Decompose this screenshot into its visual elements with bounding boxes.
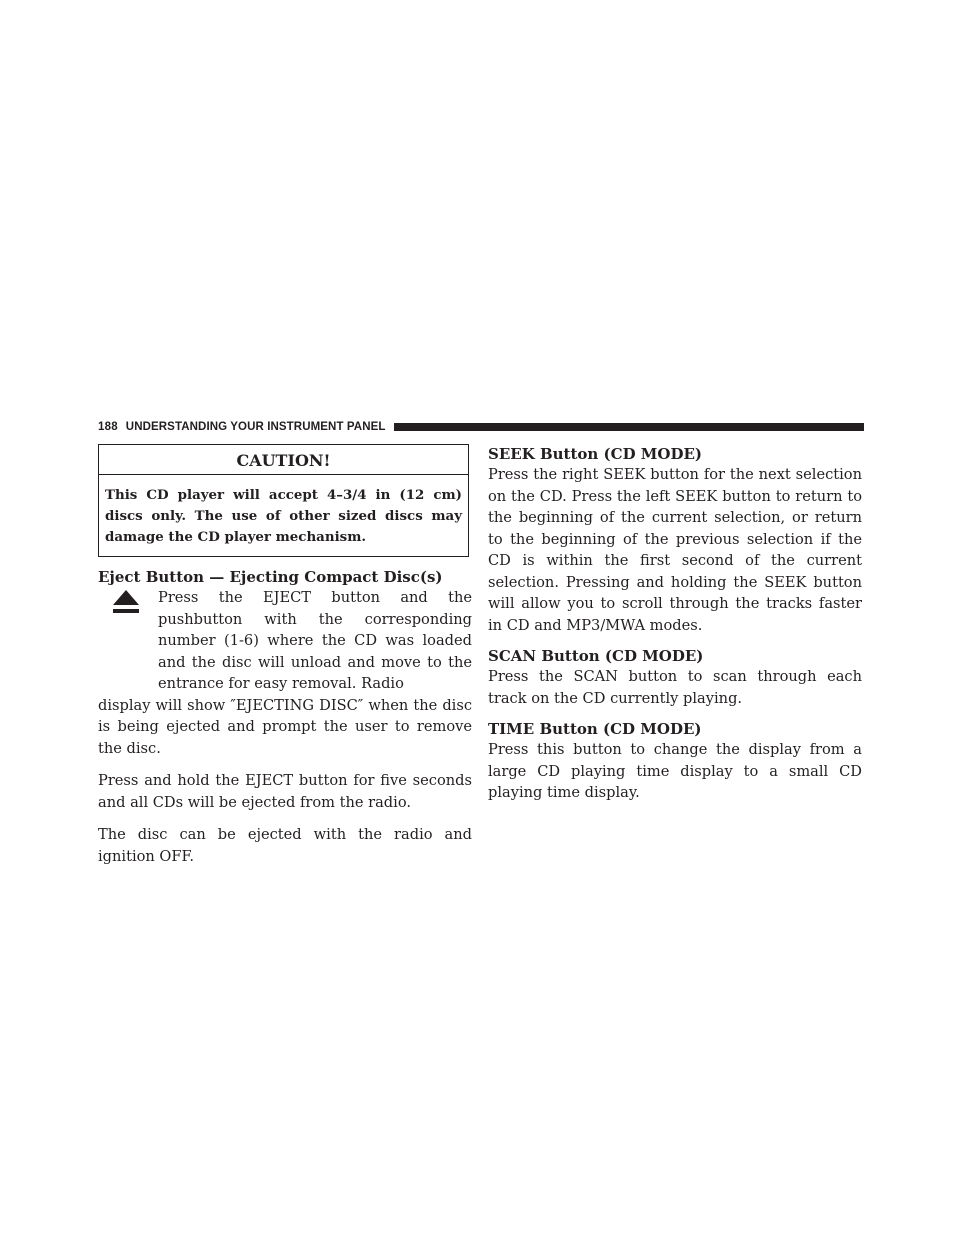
left-column (98, 444, 472, 867)
caution-text: This CD player will accept 4–3/4 in (12 cm) discs only. The use of other sized discs may damage the CD player mechanism. (105, 487, 462, 545)
seek-heading: SEEK Button (CD MODE) (488, 445, 703, 463)
eject-hold-paragraph: Press and hold the EJECT button for five seconds and all CDs will be ejected from the radio. (98, 772, 472, 811)
right-column (488, 444, 862, 804)
eject-section (98, 567, 472, 759)
page-header (98, 419, 864, 435)
caution-box (98, 444, 469, 557)
time-heading: TIME Button (CD MODE) (488, 720, 702, 738)
eject-off-paragraph: The disc can be ejected with the radio and ignition OFF. (98, 826, 472, 865)
eject-heading: Eject Button — Ejecting Compact Disc(s) (98, 568, 443, 586)
eject-icon (112, 589, 140, 615)
seek-paragraph: Press the right SEEK button for the next selection on the CD. Press the left SEEK button to return to the beginning of the current selection, or return to the beginning of the previous selection if the CD is within the first second of the current selection. Pressing and holding the SEEK button will allow you to scroll through the tracks faster in CD and MP3/MWA modes. (488, 466, 862, 634)
scan-heading: SCAN Button (CD MODE) (488, 647, 704, 665)
page-number: 188 (98, 421, 118, 433)
caution-title: CAUTION! (99, 445, 468, 475)
eject-paragraph-continued: display will show ″EJECTING DISC″ when the disc is being ejected and prompt the user to remove the disc. (98, 696, 472, 757)
eject-paragraph-indented: Press the EJECT button and the pushbutton with the corresponding number (1-6) where the CD was loaded and the disc will unload and move to the entrance for easy removal. Radio (158, 589, 472, 692)
header-rule (394, 423, 865, 431)
chapter-title: UNDERSTANDING YOUR INSTRUMENT PANEL (125, 421, 386, 433)
scan-paragraph: Press the SCAN button to scan through each track on the CD currently playing. (488, 668, 862, 707)
time-paragraph: Press this button to change the display from a large CD playing time display to a small CD playing time display. (488, 741, 862, 801)
